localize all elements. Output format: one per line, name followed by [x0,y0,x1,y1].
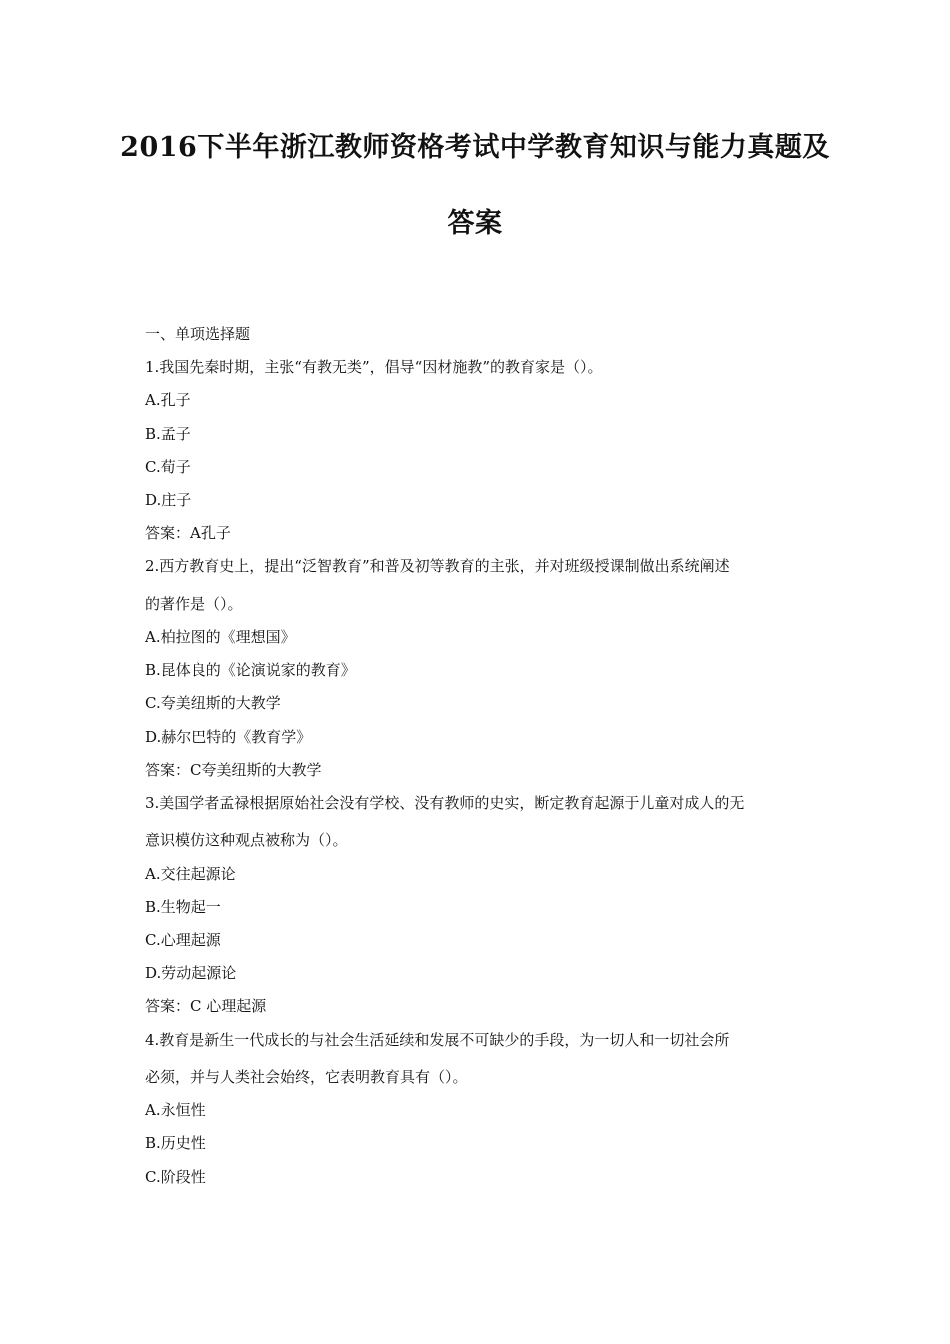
question-3-option-b: B.生物起一 [145,897,221,916]
question-4-stem-line-2: 必须，并与人类社会始终，它表明教育具有（）。 [145,1068,468,1087]
question-2-stem-line-2: 的著作是（）。 [145,594,243,613]
question-1-option-d: D.庄子 [145,490,192,509]
question-2-option-a: A.柏拉图的《理想国》 [145,628,296,646]
question-1-stem: 1.我国先秦时期，主张“有教无类”，倡导“因材施教”的教育家是（）。 [145,358,603,377]
question-3-option-a: A.交往起源论 [145,864,236,883]
document-title-line-1: 2016下半年浙江教师资格考试中学教育知识与能力真题及 [120,132,830,163]
question-3-option-c: C.心理起源 [145,931,221,949]
question-2-stem-line-1: 2.西方教育史上，提出“泛智教育”和普及初等教育的主张，并对班级授课制做出系统阐述 [145,557,730,576]
question-1-option-a: A.孔子 [145,391,191,410]
question-2-answer: 答案：C夸美纽斯的大教学 [145,760,322,779]
section-heading: 一、单项选择题 [145,325,251,343]
question-3-answer: 答案：C 心理起源 [145,997,267,1016]
question-4-option-a: A.永恒性 [145,1101,206,1120]
question-4-option-c: C.阶段性 [145,1167,206,1186]
question-2-option-d: D.赫尔巴特的《教育学》 [145,727,312,746]
question-3-stem-line-2: 意识模仿这种观点被称为（）。 [145,831,348,850]
document-body [145,324,825,1200]
question-2-option-c: C.夸美纽斯的大教学 [145,694,281,713]
document-title-line-2: 答案 [447,208,503,239]
question-1-option-b: B.孟子 [145,424,191,443]
question-4-stem-line-1: 4.教育是新生一代成长的与社会生活延续和发展不可缺少的手段，为一切人和一切社会所 [145,1030,730,1049]
question-4-option-b: B.历史性 [145,1134,206,1153]
question-1-option-c: C.荀子 [145,457,191,476]
question-3-option-d: D.劳动起源论 [145,964,237,983]
question-1-answer: 答案：A孔子 [145,524,231,543]
question-2-option-b: B.昆体良的《论演说家的教育》 [145,661,356,680]
question-3-stem-line-1: 3.美国学者孟禄根据原始社会没有学校、没有教师的史实，断定教育起源于儿童对成人的无 [145,793,745,812]
